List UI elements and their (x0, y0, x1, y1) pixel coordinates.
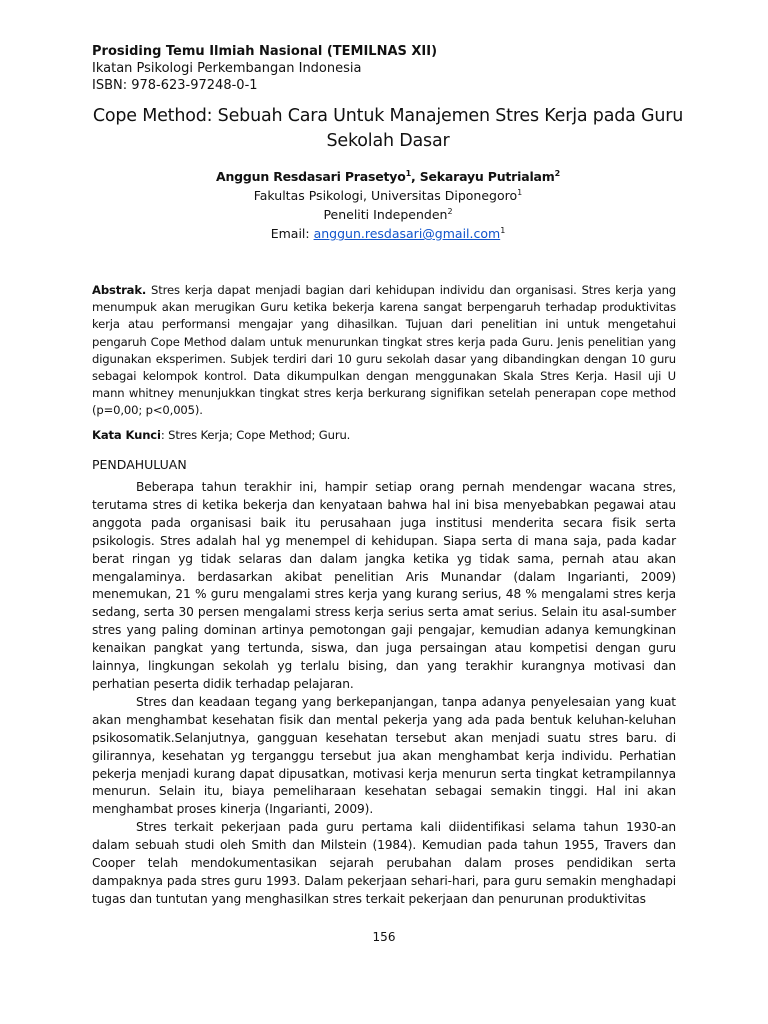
abstract (92, 282, 676, 420)
introduction-body (92, 479, 676, 909)
author-names (92, 167, 684, 186)
author-1-sup: 1 (405, 168, 411, 178)
keywords (92, 427, 676, 444)
author-2: Sekarayu Putrialam (419, 169, 555, 184)
isbn: ISBN: 978-623-97248-0-1 (92, 78, 258, 93)
organization-name: Ikatan Psikologi Perkembangan Indonesia (92, 61, 362, 76)
conference-name: Prosiding Temu Ilmiah Nasional (TEMILNAS XII) (92, 44, 438, 59)
paragraph: Stres terkait pekerjaan pada guru pertama kali diidentifikasi selama tahun 1930-an dalam sebuah studi oleh Smith dan Milstein (1984). Kemudian pada tahun 1955, Travers dan Cooper telah mendokumentasikan sejarah perubahan dalam proses pendidikan serta dampaknya pada stres guru 1993. Dalam pekerjaan sehari-hari, para guru semakin menghadapi tugas dan tuntutan yang menghasilkan stres terkait pekerjaan dan penurunan produktivitas (92, 820, 676, 906)
affiliation-2: Peneliti Independen$^2$ (323, 206, 453, 222)
author-2-sup: 2 (554, 168, 560, 178)
email-link[interactable]: anggun.resdasari@gmail.com (313, 226, 501, 241)
paragraph: Stres dan keadaan tegang yang berkepanjangan, tanpa adanya penyelesaian yang kuat akan menghambat kesehatan fisik dan mental pekerja yang ada pada bentuk keluhan-keluhan psikosomatik.Selanjutnya, gangguan kesehatan tersebut akan menjadi suatu stres baru. di gilirannya, kesehatan yg terganggu tersebut jua akan menghambat kerja individu. Perhatian pekerja menjadi kurang dapat dipusatkan, motivasi kerja menurun serta tingkat ketrampilannya menurun. Selain itu, biaya pemeliharaan kesehatan sebagai semakin tinggi. Hal ini akan menghambat proses kinerja (Ingarianti, 2009). (92, 694, 676, 817)
paragraph: Beberapa tahun terakhir ini, hampir setiap orang pernah mendengar wacana stres, terutama stres di ketika bekerja dan kenyataan bahwa hal ini bisa menyebabkan pegawai atau anggota pada organisasi baik itu perusahaan juga institusi menderita secara fisik serta psikologis. Stres adalah hal yg menempel di kehidupan. Siapa serta di mana saja, pada kadar berat ringan yg tidak selaras dan dalam jangka ketika yg tidak sama, pernah atau akan mengalaminya. berdasarkan akibat penelitian Aris Munandar (dalam Ingarianti, 2009) menemukan, 21 % guru mengalami stres kerja yang kurang serius, 48 % mengalami stres kerja sedang, serta 30 persen mengalami stress kerja serius serta amat serius. Selain itu asal-sumber stres yang paling dominan artinya pemotongan gaji pengajar, kemudian adanya kemungkinan kenaikan pangkat yang tertunda, siswa, dan juga persaingan atau kompetisi dengan guru lainnya, lingkungan sekolah yg terlalu bising, dan yang terakhir kurangnya motivasi dan perhatian peserta didik terhadap pelajaran. (92, 480, 676, 691)
affiliation-1: Fakultas Psikologi, Universitas Diponegoro$^1$ (253, 187, 523, 203)
paper-title (92, 104, 684, 154)
proceedings-header (92, 43, 692, 94)
keywords-text: : Stres Kerja; Cope Method; Guru. (160, 428, 351, 442)
paper-title-line-1: Cope Method: Sebuah Cara Untuk Manajemen Stres Kerja pada Guru (92, 106, 684, 126)
abstract-text: Stres kerja dapat menjadi bagian dari kehidupan individu dan organisasi. Stres kerja yang menumpuk akan merugikan Guru ketika bekerja karena sangat berpengaruh terhadap produktivitas kerja atau performansi mengajar yang dihasilkan. Tujuan dari penelitian ini untuk mengetahui pengaruh Cope Method dalam untuk menurunkan tingkat stres kerja pada Guru. Jenis penelitian yang digunakan eksperimen. Subjek terdiri dari 10 guru sekolah dasar yang dibandingkan dengan 10 guru sebagai kelompok kontrol. Data dikumpulkan dengan menggunakan Skala Stres Kerja. Hasil uji U mann whitney menunjukkan tingkat stres kerja berkurang signifikan setelah penerapan cope method (p=0,00; p<0,005). (92, 283, 676, 418)
paper-title-line-2: Sekolah Dasar (326, 131, 450, 151)
keywords-label: Kata Kunci (92, 428, 161, 442)
email-line (92, 224, 684, 243)
author-separator: , (411, 169, 420, 184)
abstract-label: Abstrak. (92, 283, 147, 297)
email-sup: 1 (500, 225, 506, 235)
section-heading: PENDAHULUAN (92, 457, 187, 472)
author-1: Anggun Resdasari Prasetyo (216, 169, 406, 184)
author-block (92, 167, 684, 243)
page-number: 156 (372, 930, 396, 944)
email-label: Email: (270, 226, 314, 241)
